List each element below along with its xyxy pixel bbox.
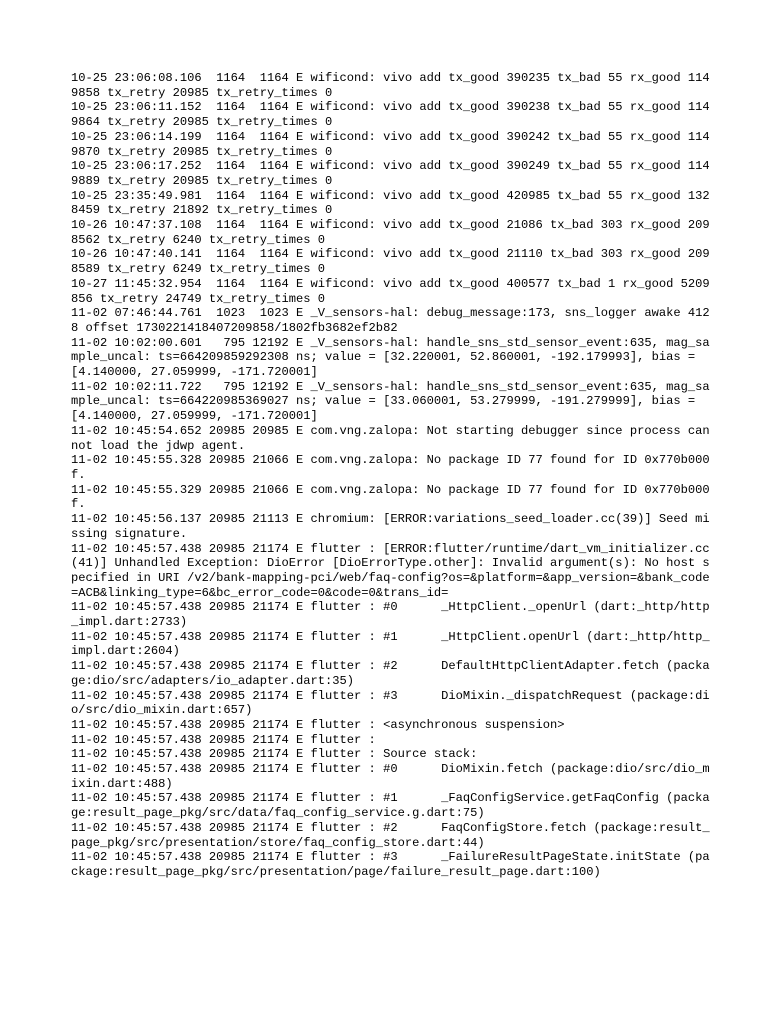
log-line: 11-02 10:45:57.438 20985 21174 E flutter : #2 DefaultHttpClientAdapter.fetch (package:dio/src/adapters/io_adapter.dart:35) — [71, 659, 710, 688]
log-line: 10-25 23:35:49.981 1164 1164 E wificond: vivo add tx_good 420985 tx_bad 55 rx_good 1328459 tx_retry 21892 tx_retry_times 0 — [71, 188, 710, 218]
log-line: 11-02 10:45:55.329 20985 21066 E com.vng.zalopa: No package ID 77 found for ID 0x770b000f. — [71, 482, 710, 512]
log-line: 11-02 10:02:11.722 795 12192 E _V_sensors-hal: handle_sns_std_sensor_event:635, mag_sample_uncal: ts=664220985369027 ns; value = [33.060001, 53.279999, -191.279999], bias = [4.140000, 27.059999, -171.720001] — [71, 379, 710, 424]
log-line: 11-02 10:45:57.438 20985 21174 E flutter : [ERROR:flutter/runtime/dart_vm_initializer.cc(41)] Unhandled Exception: DioError [DioErrorType.other]: Invalid argument(s): No host specified in URI /v2/bank-mapping-pci/web/faq-config?os=&platform=&app_version=&bank_code=ACB&linking_type=6&bc_error_code=0&code=0&trans_id= — [71, 541, 710, 600]
log-line: 11-02 10:45:57.438 20985 21174 E flutter : — [71, 732, 376, 747]
log-line: 10-25 23:06:08.106 1164 1164 E wificond: vivo add tx_good 390235 tx_bad 55 rx_good 1149858 tx_retry 20985 tx_retry_times 0 — [71, 71, 710, 100]
log-line: 11-02 10:45:57.438 20985 21174 E flutter : #1 _HttpClient.openUrl (dart:_http/http_impl.dart:2604) — [71, 629, 710, 659]
log-line: 11-02 10:45:57.438 20985 21174 E flutter : #3 _FailureResultPageState.initState (package:result_page_pkg/src/presentation/page/failure_result_page.dart:100) — [71, 850, 710, 879]
log-line: 11-02 10:45:57.438 20985 21174 E flutter : #3 DioMixin._dispatchRequest (package:dio/src/dio_mixin.dart:657) — [71, 688, 710, 718]
log-line: 11-02 10:45:57.438 20985 21174 E flutter : <asynchronous suspension> — [71, 717, 565, 732]
log-document — [71, 71, 711, 880]
log-line: 11-02 10:45:56.137 20985 21113 E chromium: [ERROR:variations_seed_loader.cc(39)] Seed missing signature. — [71, 512, 710, 541]
log-line: 11-02 10:45:57.438 20985 21174 E flutter : #0 DioMixin.fetch (package:dio/src/dio_mixin.dart:488) — [71, 762, 710, 791]
log-line: 11-02 10:45:54.652 20985 20985 E com.vng.zalopa: Not starting debugger since process cannot load the jdwp agent. — [71, 423, 710, 453]
log-line: 11-02 07:46:44.761 1023 1023 E _V_sensors-hal: debug_message:173, sns_logger awake 4128 offset 1730221418407209858/1802fb3682ef2b82 — [71, 306, 710, 335]
log-line: 11-02 10:45:57.438 20985 21174 E flutter : #2 FaqConfigStore.fetch (package:result_page_pkg/src/presentation/store/faq_config_store.dart:44) — [71, 820, 710, 850]
log-line: 10-26 10:47:40.141 1164 1164 E wificond: vivo add tx_good 21110 tx_bad 303 rx_good 2098589 tx_retry 6249 tx_retry_times 0 — [71, 247, 710, 277]
log-line: 11-02 10:45:57.438 20985 21174 E flutter : #0 _HttpClient._openUrl (dart:_http/http_impl.dart:2733) — [71, 600, 710, 630]
log-line: 10-25 23:06:14.199 1164 1164 E wificond: vivo add tx_good 390242 tx_bad 55 rx_good 1149870 tx_retry 20985 tx_retry_times 0 — [71, 129, 710, 159]
log-line: 11-02 10:45:57.438 20985 21174 E flutter : Source stack: — [71, 747, 478, 762]
log-line: 11-02 10:02:00.601 795 12192 E _V_sensors-hal: handle_sns_std_sensor_event:635, mag_sample_uncal: ts=664209859292308 ns; value = [32.220001, 52.860001, -192.179993], bias = [4.140000, 27.059999, -171.720001] — [71, 335, 710, 380]
log-line: 10-25 23:06:17.252 1164 1164 E wificond: vivo add tx_good 390249 tx_bad 55 rx_good 1149889 tx_retry 20985 tx_retry_times 0 — [71, 159, 710, 188]
log-line: 10-27 11:45:32.954 1164 1164 E wificond: vivo add tx_good 400577 tx_bad 1 rx_good 5209856 tx_retry 24749 tx_retry_times 0 — [71, 276, 710, 306]
log-line: 11-02 10:45:57.438 20985 21174 E flutter : #1 _FaqConfigService.getFaqConfig (package:result_page_pkg/src/data/faq_config_service.g.dart:75) — [71, 791, 710, 821]
log-line: 10-26 10:47:37.108 1164 1164 E wificond: vivo add tx_good 21086 tx_bad 303 rx_good 2098562 tx_retry 6240 tx_retry_times 0 — [71, 218, 710, 247]
log-line: 10-25 23:06:11.152 1164 1164 E wificond: vivo add tx_good 390238 tx_bad 55 rx_good 1149864 tx_retry 20985 tx_retry_times 0 — [71, 100, 710, 130]
log-line: 11-02 10:45:55.328 20985 21066 E com.vng.zalopa: No package ID 77 found for ID 0x770b000f. — [71, 453, 710, 482]
